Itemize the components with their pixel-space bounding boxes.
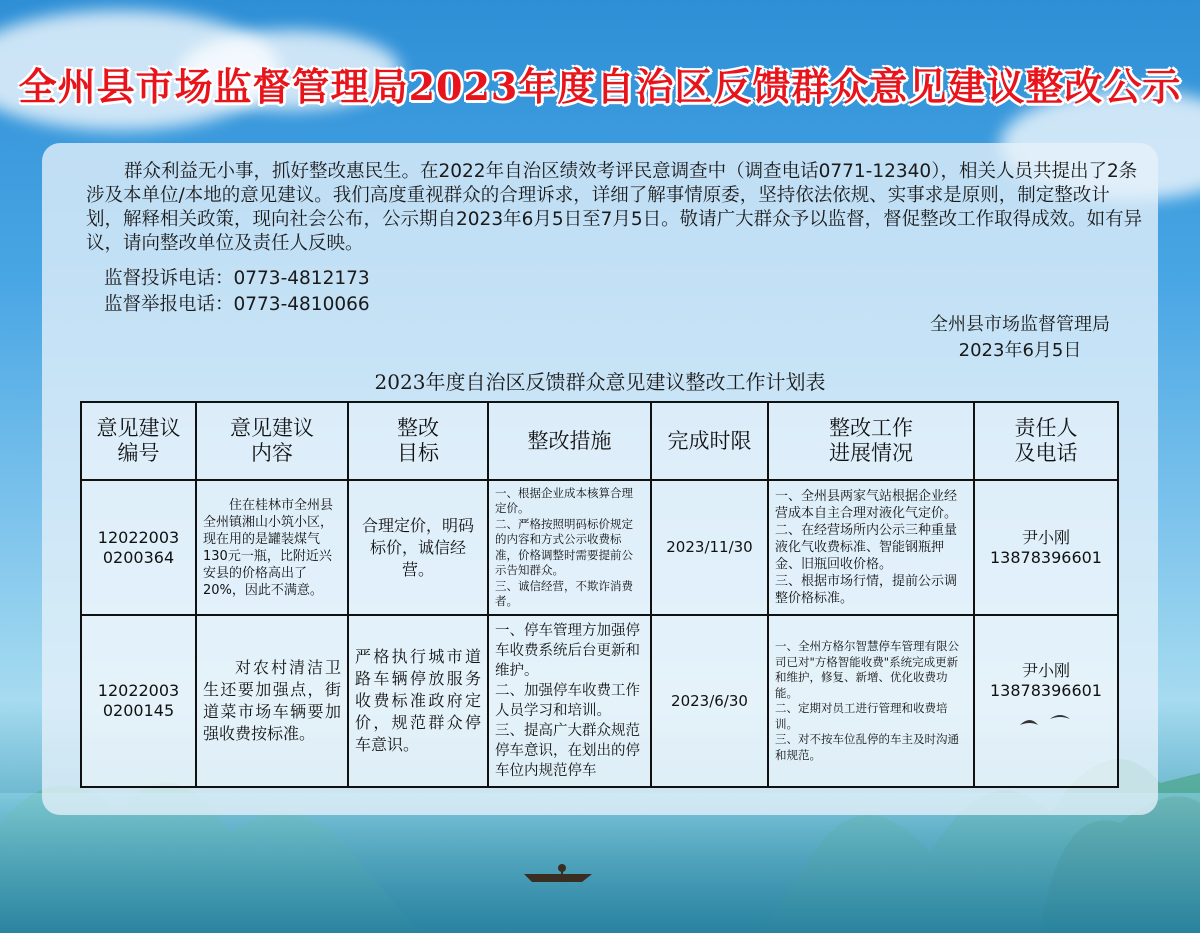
- report-phone: 监督举报电话：0773-4810066: [104, 294, 370, 315]
- row-id: 12022003 0200145: [81, 615, 196, 787]
- row-content: 对农村清洁卫生还要加强点，街道菜市场车辆要加强收费按标准。: [196, 615, 348, 787]
- table-row: [81, 480, 1118, 615]
- row-id: 12022003 0200364: [81, 480, 196, 615]
- swallow-birds-icon: [1016, 711, 1076, 737]
- boat-icon: [522, 860, 594, 884]
- table-header-row: [81, 402, 1118, 480]
- row-deadline: 2023/6/30: [651, 615, 768, 787]
- intro-paragraph: 群众利益无小事，抓好整改惠民生。在2022年自治区绩效考评民意调查中（调查电话0771-12340），相关人员共提出了2条涉及本单位/本地的意见建议。我们高度重视群众的合理诉求，详细了解事情原委，坚持依法依规、实事求是原则，制定整改计划，解释相关政策，现向社会公布，公示期自2023年6月5日至7月5日。敬请广大群众予以监督，督促整改工作取得成效。如有异议，请向整改单位及责任人反映。: [86, 161, 1143, 254]
- row-person-cell: [974, 480, 1118, 615]
- row-person: 尹小刚: [1021, 660, 1070, 680]
- header-measures: 整改措施: [488, 402, 651, 480]
- intro-text: [86, 160, 1146, 256]
- row-progress: 一、全州县两家气站根据企业经营成本自主合理对液化气定价。 二、在经营场所内公示三种重量液化气收费标准、智能钢瓶押金、旧瓶回收价格。 三、根据市场行情，提前公示调整价格标准。: [768, 480, 974, 615]
- row-goal: 严格执行城市道路车辆停放服务收费标准政府定价，规范群众停车意识。: [348, 615, 488, 787]
- page-title: 全州县市场监督管理局2023年度自治区反馈群众意见建议整改公示: [18, 64, 1182, 109]
- supervision-phones: [104, 266, 370, 318]
- row-progress: 一、全州方格尔智慧停车管理有限公司已对"方格智能收费"系统完成更新和维护，修复、新增、优化收费功能。 二、定期对员工进行管理和收费培训。 三、对不按车位乱停的车主及时沟通和规范。: [768, 615, 974, 787]
- complaint-phone: 监督投诉电话：0773-4812173: [104, 268, 370, 289]
- row-measures: 一、停车管理方加强停车收费系统后台更新和维护。 二、加强停车收费工作人员学习和培训。 三、提高广大群众规范停车意识，在划出的停车位内规范停车: [488, 615, 651, 787]
- row-phone: 13878396601: [990, 680, 1102, 700]
- signature: [930, 312, 1110, 364]
- row-content: 住在桂林市全州县全州镇湘山小筑小区，现在用的是罐装煤气130元一瓶，比附近兴安县的价格高出了20%，因此不满意。: [196, 480, 348, 615]
- header-content: 意见建议 内容: [196, 402, 348, 480]
- header-person: 责任人 及电话: [974, 402, 1118, 480]
- table-row: [81, 615, 1118, 787]
- row-phone: 13878396601: [990, 547, 1102, 567]
- row-measures: 一、根据企业成本核算合理定价。 二、严格按照明码标价规定的内容和方式公示收费标准，价格调整时需要提前公示告知群众。 三、诚信经营，不欺诈消费者。: [488, 480, 651, 615]
- row-deadline: 2023/11/30: [651, 480, 768, 615]
- header-goal: 整改 目标: [348, 402, 488, 480]
- row-goal: 合理定价，明码标价，诚信经营。: [348, 480, 488, 615]
- row-person-cell: [974, 615, 1118, 787]
- table-title: 2023年度自治区反馈群众意见建议整改工作计划表: [374, 370, 826, 394]
- rectification-plan-table: [80, 401, 1119, 788]
- header-deadline: 完成时限: [651, 402, 768, 480]
- signature-date: 2023年6月5日: [958, 340, 1082, 361]
- header-id: 意见建议 编号: [81, 402, 196, 480]
- header-progress: 整改工作 进展情况: [768, 402, 974, 480]
- signature-org: 全州县市场监督管理局: [930, 314, 1110, 335]
- row-person: 尹小刚: [1021, 527, 1070, 547]
